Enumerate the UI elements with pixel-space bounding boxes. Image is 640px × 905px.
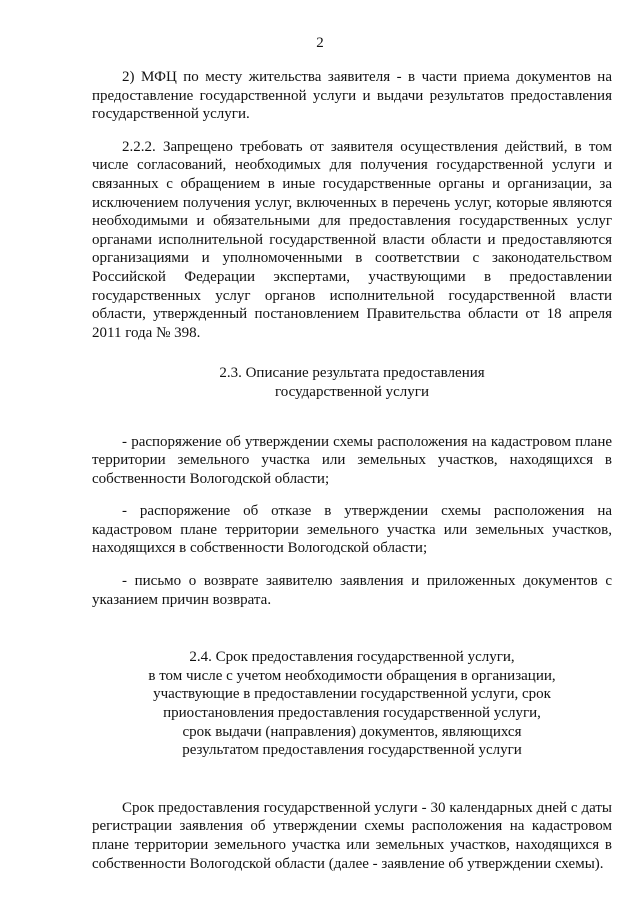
result-item: - распоряжение об отказе в утверждении схемы расположения на кадастровом плане территории земельного участка или земельных участков, находящихся в собственности Вологодской области;: [92, 503, 612, 557]
heading-line: в том числе с учетом необходимости обращения в организации,: [148, 667, 556, 684]
paragraph-term: Срок предоставления государственной услуги - 30 календарных дней с даты регистрации заявления об утверждении схемы расположения на кадастровом плане территории земельного участка или земельных участков, находящихся в собственности Вологодской области (далее - заявление об утверждении схемы).: [92, 799, 612, 872]
heading-line: приостановления предоставления государственной услуги,: [163, 705, 541, 722]
heading-line: участвующие в предоставлении государственной услуги, срок: [153, 686, 551, 703]
heading-line: 2.4. Срок предоставления государственной услуги,: [189, 649, 515, 666]
page-number: 2: [316, 35, 324, 51]
result-item: - распоряжение об утверждении схемы расположения на кадастровом плане территории земельного участка или земельных участков, находящихся в собственности Вологодской области;: [92, 433, 612, 487]
paragraph-mfc: 2) МФЦ по месту жительства заявителя - в части приема документов на предоставление государственной услуги и выдачи результатов предоставления государственной услуги.: [92, 69, 612, 123]
section-2-3-heading: [92, 364, 612, 401]
heading-line: результатом предоставления государственной услуги: [182, 742, 522, 759]
document-body: [92, 68, 612, 873]
result-item: - письмо о возврате заявителю заявления и приложенных документов с указанием причин возврата.: [92, 573, 612, 608]
heading-line: срок выдачи (направления) документов, являющихся: [182, 723, 522, 740]
heading-line: 2.3. Описание результата предоставления: [219, 365, 485, 382]
paragraph-2-2-2: 2.2.2. Запрещено требовать от заявителя осуществления действий, в том числе согласований, необходимых для получения государственной услуги и связанных с обращением в иные государственные органы и организации, за исключением получения услуг, включенных в перечень услуг, которые являются необходимыми и обязательными для предоставления государственных услуг органами исполнительной государственной власти области и предоставляются организациями и уполномоченными в соответствии с законодательством Российской Федерации экспертами, участвующими в предоставлении государственных услуг органов исполнительной государственной власти области, утвержденный постановлением Правительства области от 18 апреля 2011 года № 398.: [92, 138, 612, 341]
section-2-4-heading: [92, 648, 612, 760]
heading-line: государственной услуги: [275, 383, 429, 400]
